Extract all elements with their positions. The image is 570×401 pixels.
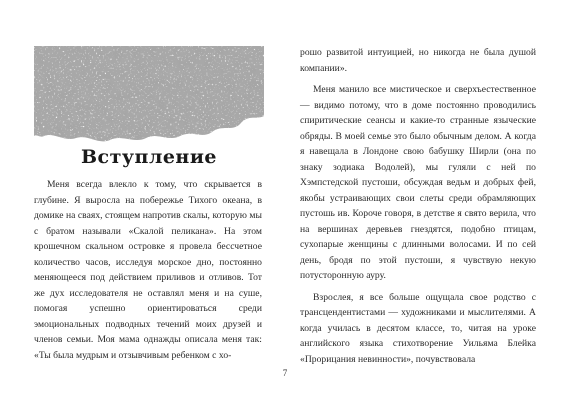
textured-header-illustration: [34, 46, 264, 146]
paragraph: Меня манило все мистическое и сверхъестественное — видимо потому, что в доме постоянно проводились спиритические сеансы и какие-то странные языческие обряды. В моей семье это было обычным делом. А когда я навещала в Лондоне свою бабушку Ширли (она по знаку зодиака Водолей), мы гуляли с ней по Хэмпстедской пустоши, обсуждая ведьм и добрых фей, якобы устраивающих свои слеты среди обрамляющих пустошь ив. Короче говоря, в детстве я свято верила, что на вершинах деревьев гнездятся, подобно птицам, сухопарые женщины с длинными волосами. И по сей день, бродя по этой пустоши, я чувствую некую потусторонную ауру.: [300, 84, 536, 281]
right-text-column: [300, 45, 536, 367]
left-text-column: [34, 177, 262, 363]
paragraph: Взрослея, я все больше ощущала свое родство с трансцендентистами — художниками и мыслителями. А когда училась в десятом классе, то, читая на уроке английского языка стихотворение Уильяма Блейка «Прорицания невинности», почувствовала: [300, 291, 536, 365]
paragraph: рошо развитой интуицией, но никогда не была душой компании».: [300, 47, 536, 74]
page-number: 7: [282, 368, 288, 378]
paragraph: Меня всегда влекло к тому, что скрывается в глубине. Я выросла на побережье Тихого океана, в домике на сваях, стоящем напротив скалы, которую мы с братом называли «Скалой пеликана». На этом крошечном скальном островке я провела бессчетное количество часов, исследуя морское дно, постоянно меняющееся под действием приливов и отливов. Тот же дух исследователя не оставлял меня и на суше, помогая успешно ориентироваться среди эмоциональных подводных течений моих друзей и членов семьи. Моя мама однажды описала меня так: «Ты была мудрым и отзывчивым ребенком с хо-: [34, 179, 262, 361]
chapter-title: Вступление: [80, 146, 218, 168]
